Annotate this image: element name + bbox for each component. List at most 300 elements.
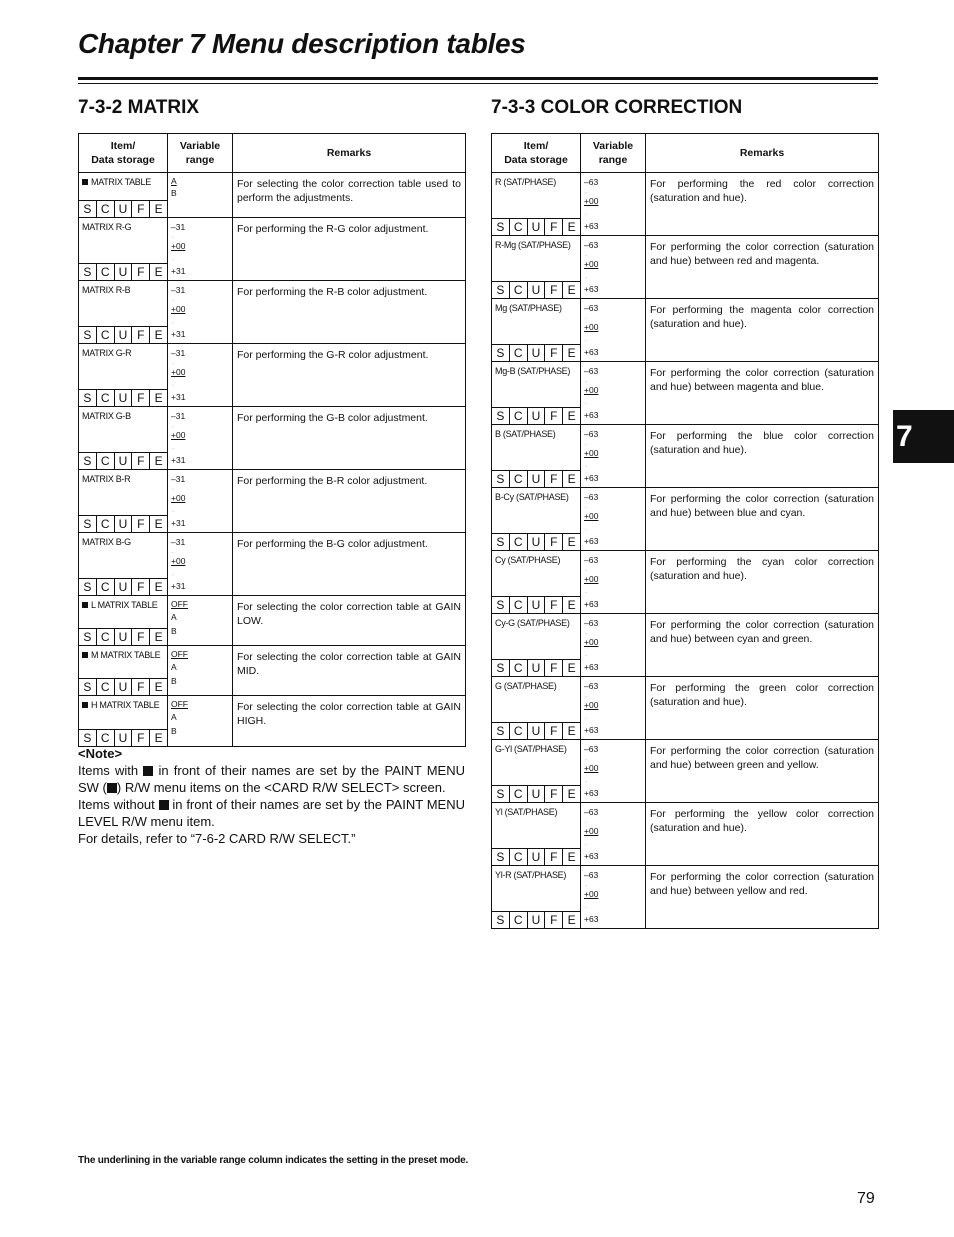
storage-flag: F [132, 453, 150, 469]
table-row [79, 281, 466, 344]
range-ellipsis-dot: · [585, 757, 587, 763]
remarks-cell [646, 236, 879, 299]
range-ellipsis-dot: · [585, 883, 587, 889]
table-row [79, 470, 466, 533]
storage-flag: U [528, 723, 546, 739]
storage-flag: C [510, 849, 528, 865]
remarks-text: For performing the G-R color adjustment. [237, 349, 429, 361]
range-ellipsis-dot: · [585, 464, 587, 470]
data-storage-flags [492, 722, 580, 739]
storage-flag: C [97, 579, 115, 595]
range-value: –31 [171, 348, 186, 358]
storage-flag: U [115, 453, 133, 469]
matrix-table-body [79, 173, 466, 747]
storage-flag: U [115, 629, 133, 645]
item-cell [492, 614, 581, 677]
range-cell [581, 362, 646, 425]
range-value: +63 [584, 788, 599, 798]
storage-flag: C [510, 219, 528, 235]
range-value: +00 [584, 448, 599, 458]
remarks-cell [646, 488, 879, 551]
range-value: –63 [584, 618, 599, 628]
note-paragraph-3: For details, refer to “7-6-2 CARD R/W SELECT.” [78, 831, 356, 846]
storage-flag: F [132, 679, 150, 695]
range-cell [168, 218, 233, 281]
range-ellipsis-dot: · [172, 257, 174, 263]
remarks-cell [233, 281, 466, 344]
range-value: A [171, 612, 177, 622]
range-ellipsis-dot: · [585, 253, 587, 259]
storage-flag: C [97, 516, 115, 532]
black-square-icon [159, 800, 169, 810]
range-value: OFF [171, 649, 188, 659]
range-value: +00 [171, 367, 186, 377]
storage-flag: S [79, 679, 97, 695]
section-title-color-correction: 7-3-3 COLOR CORRECTION [491, 97, 743, 118]
range-value: +00 [584, 889, 599, 899]
range-ellipsis-dot: · [585, 568, 587, 574]
storage-flag: S [492, 345, 510, 361]
range-value: +00 [171, 241, 186, 251]
section-title-matrix: 7-3-2 MATRIX [78, 97, 200, 118]
storage-flag: U [528, 597, 546, 613]
footnote: The underlining in the variable range column indicates the setting in the preset mode. [78, 1155, 469, 1166]
storage-flag: C [510, 534, 528, 550]
storage-flag: C [97, 201, 115, 217]
storage-flag: U [115, 201, 133, 217]
remarks-text: For performing the color correction (saturation and hue) between red and magenta. [650, 241, 874, 268]
range-cell [168, 696, 233, 747]
data-storage-flags [79, 326, 167, 343]
data-storage-flags [492, 470, 580, 487]
range-value: +63 [584, 347, 599, 357]
table-row [492, 173, 879, 236]
table-row [492, 236, 879, 299]
range-value: +63 [584, 662, 599, 672]
range-value: +63 [584, 599, 599, 609]
range-value: +00 [171, 304, 186, 314]
remarks-text: For performing the yellow color correction (saturation and hue). [650, 808, 874, 835]
item-name: Mg (SAT/PHASE) [495, 303, 562, 313]
remarks-text: For performing the color correction (saturation and hue) between green and yellow. [650, 745, 874, 772]
storage-flag: S [492, 408, 510, 424]
data-storage-flags [492, 785, 580, 802]
remarks-text: For performing the R-B color adjustment. [237, 286, 428, 298]
remarks-cell [233, 646, 466, 696]
remarks-cell [233, 173, 466, 218]
range-value: +31 [171, 581, 186, 591]
range-value: +63 [584, 851, 599, 861]
remarks-cell [233, 218, 466, 281]
remarks-text: For performing the magenta color correction (saturation and hue). [650, 304, 874, 331]
table-row [492, 425, 879, 488]
storage-flag: E [567, 283, 576, 297]
storage-flag: C [97, 327, 115, 343]
header-rule-thick [78, 77, 878, 80]
range-value: +63 [584, 914, 599, 924]
storage-flag: E [567, 220, 576, 234]
item-cell [79, 696, 168, 747]
item-cell [492, 803, 581, 866]
storage-flag: U [528, 849, 546, 865]
range-ellipsis-dot: · [585, 190, 587, 196]
range-value: OFF [171, 599, 188, 609]
storage-flag: C [510, 912, 528, 928]
header-range: Variable range [168, 134, 233, 173]
storage-flag: U [528, 471, 546, 487]
storage-flag: F [545, 219, 563, 235]
range-value: +63 [584, 410, 599, 420]
range-value: B [171, 188, 177, 198]
range-value: B [171, 676, 177, 686]
range-value: +00 [584, 826, 599, 836]
storage-flag: C [510, 282, 528, 298]
remarks-cell [646, 740, 879, 803]
item-cell [492, 173, 581, 236]
storage-flag: U [528, 660, 546, 676]
range-ellipsis-dot: · [172, 383, 174, 389]
remarks-cell [233, 533, 466, 596]
range-value: +00 [584, 511, 599, 521]
range-cell [581, 551, 646, 614]
storage-flag: S [492, 912, 510, 928]
range-cell [581, 236, 646, 299]
data-storage-flags [79, 389, 167, 406]
range-ellipsis-dot: · [172, 509, 174, 515]
range-ellipsis-dot: · [585, 820, 587, 826]
remarks-cell [646, 614, 879, 677]
table-row [492, 488, 879, 551]
table-row [79, 696, 466, 747]
range-value: +00 [584, 322, 599, 332]
storage-flag: E [567, 598, 576, 612]
item-name: MATRIX B-G [82, 537, 131, 547]
range-value: +63 [584, 284, 599, 294]
storage-flag: E [154, 517, 163, 531]
remarks-text: For performing the green color correction (saturation and hue). [650, 682, 874, 709]
storage-flag: E [154, 328, 163, 342]
range-value: +31 [171, 518, 186, 528]
range-ellipsis-dot: · [585, 653, 587, 659]
item-name: H MATRIX TABLE [79, 696, 167, 712]
remarks-cell [646, 299, 879, 362]
range-ellipsis-dot: · [585, 842, 587, 848]
color-correction-table-body [492, 173, 879, 929]
range-ellipsis-dot: · [172, 320, 174, 326]
storage-flag: S [492, 597, 510, 613]
storage-flag: E [154, 202, 163, 216]
storage-flag: U [115, 516, 133, 532]
range-value: +00 [584, 763, 599, 773]
range-value: –31 [171, 474, 186, 484]
storage-flag: F [545, 471, 563, 487]
storage-flag: U [115, 579, 133, 595]
header-item: Item/ Data storage [79, 134, 168, 173]
remarks-cell [646, 677, 879, 740]
table-row [79, 407, 466, 470]
remarks-cell [233, 596, 466, 646]
storage-flag: F [132, 579, 150, 595]
remarks-text: For performing the color correction (saturation and hue) between magenta and blue. [650, 367, 874, 394]
storage-flag: C [510, 408, 528, 424]
table-row [79, 344, 466, 407]
range-cell [168, 596, 233, 646]
range-value: –31 [171, 222, 186, 232]
range-ellipsis-dot: · [585, 442, 587, 448]
item-name: Yl-R (SAT/PHASE) [495, 870, 567, 880]
remarks-text: For performing the R-G color adjustment. [237, 223, 429, 235]
remarks-text: For performing the G-B color adjustment. [237, 412, 428, 424]
range-value: +00 [584, 700, 599, 710]
range-ellipsis-dot: · [585, 316, 587, 322]
storage-flag: S [79, 629, 97, 645]
range-cell [168, 533, 233, 596]
storage-flag: C [510, 660, 528, 676]
remarks-text: For performing the color correction (saturation and hue) between blue and cyan. [650, 493, 874, 520]
data-storage-flags [79, 452, 167, 469]
remarks-cell [646, 362, 879, 425]
range-ellipsis-dot: · [585, 527, 587, 533]
range-ellipsis-dot: · [585, 694, 587, 700]
storage-flag: S [492, 849, 510, 865]
storage-flag: F [545, 408, 563, 424]
range-value: –63 [584, 177, 599, 187]
item-cell [79, 407, 168, 470]
remarks-cell [646, 866, 879, 929]
range-value: B [171, 726, 177, 736]
data-storage-flags [79, 729, 167, 746]
range-cell [581, 677, 646, 740]
storage-flag: C [510, 786, 528, 802]
range-value: +00 [584, 196, 599, 206]
range-ellipsis-dot: · [172, 298, 174, 304]
range-cell [168, 173, 233, 218]
table-row [492, 866, 879, 929]
table-row [79, 646, 466, 696]
range-value: –63 [584, 492, 599, 502]
range-value: +00 [584, 259, 599, 269]
table-row [79, 218, 466, 281]
table-header-row [492, 134, 879, 173]
remarks-text: For selecting the color correction table at GAIN MID. [237, 651, 461, 678]
range-cell [168, 407, 233, 470]
table-row [79, 596, 466, 646]
table-row [79, 173, 466, 218]
range-cell [168, 646, 233, 696]
item-name: MATRIX R-G [82, 222, 132, 232]
range-value: –63 [584, 303, 599, 313]
storage-flag: S [79, 264, 97, 280]
black-square-icon [82, 602, 88, 608]
storage-flag: C [97, 629, 115, 645]
item-cell [492, 866, 581, 929]
range-value: –63 [584, 681, 599, 691]
remarks-text: For performing the color correction (saturation and hue) between cyan and green. [650, 619, 874, 646]
item-cell [79, 218, 168, 281]
range-value: +63 [584, 221, 599, 231]
storage-flag: S [79, 453, 97, 469]
remarks-cell [233, 470, 466, 533]
black-square-icon [82, 179, 88, 185]
remarks-text: For performing the cyan color correction (saturation and hue). [650, 556, 874, 583]
range-cell [581, 614, 646, 677]
range-value: +63 [584, 725, 599, 735]
range-ellipsis-dot: · [585, 631, 587, 637]
table-row [492, 362, 879, 425]
storage-flag: U [528, 912, 546, 928]
storage-flag: S [492, 219, 510, 235]
range-cell [581, 425, 646, 488]
range-value: –63 [584, 744, 599, 754]
remarks-text: For selecting the color correction table at GAIN HIGH. [237, 701, 461, 728]
data-storage-flags [492, 344, 580, 361]
range-cell [168, 281, 233, 344]
storage-flag: C [510, 597, 528, 613]
range-value: A [171, 662, 177, 672]
storage-flag: F [132, 390, 150, 406]
item-name: Cy (SAT/PHASE) [495, 555, 561, 565]
range-ellipsis-dot: · [585, 401, 587, 407]
item-name: B-Cy (SAT/PHASE) [495, 492, 569, 502]
table-row [492, 614, 879, 677]
storage-flag: F [545, 282, 563, 298]
item-name: MATRIX G-B [82, 411, 131, 421]
item-name: G-Yl (SAT/PHASE) [495, 744, 567, 754]
range-ellipsis-dot: · [585, 779, 587, 785]
range-value: –63 [584, 366, 599, 376]
data-storage-flags [492, 848, 580, 865]
storage-flag: U [528, 282, 546, 298]
range-ellipsis-dot: · [172, 424, 174, 430]
item-name: M MATRIX TABLE [79, 646, 167, 662]
storage-flag: U [528, 408, 546, 424]
storage-flag: C [510, 723, 528, 739]
item-cell [492, 488, 581, 551]
remarks-cell [233, 344, 466, 407]
remarks-text: For performing the red color correction (saturation and hue). [650, 178, 874, 205]
storage-flag: F [132, 730, 150, 746]
range-value: +31 [171, 329, 186, 339]
range-value: +31 [171, 266, 186, 276]
matrix-table [78, 133, 466, 747]
data-storage-flags [492, 659, 580, 676]
storage-flag: U [528, 219, 546, 235]
item-cell [79, 533, 168, 596]
storage-flag: U [115, 730, 133, 746]
range-value: –63 [584, 240, 599, 250]
storage-flag: U [528, 345, 546, 361]
storage-flag: S [492, 471, 510, 487]
item-name: R-Mg (SAT/PHASE) [495, 240, 571, 250]
range-ellipsis-dot: · [585, 716, 587, 722]
item-name: L MATRIX TABLE [79, 596, 167, 612]
storage-flag: S [492, 534, 510, 550]
range-ellipsis-dot: · [585, 212, 587, 218]
storage-flag: E [567, 472, 576, 486]
chapter-title: Chapter 7 Menu description tables [78, 28, 526, 59]
range-cell [581, 803, 646, 866]
range-cell [168, 344, 233, 407]
range-ellipsis-dot: · [172, 446, 174, 452]
black-square-icon [107, 783, 117, 793]
table-row [492, 551, 879, 614]
storage-flag: F [545, 534, 563, 550]
data-storage-flags [79, 200, 167, 217]
storage-flag: U [115, 679, 133, 695]
range-value: –31 [171, 537, 186, 547]
table-header-row [79, 134, 466, 173]
header-rule-thin [78, 83, 878, 84]
range-value: –63 [584, 807, 599, 817]
range-value: +63 [584, 536, 599, 546]
table-row [492, 803, 879, 866]
storage-flag: S [79, 201, 97, 217]
storage-flag: C [97, 679, 115, 695]
storage-flag: S [79, 579, 97, 595]
item-name: G (SAT/PHASE) [495, 681, 557, 691]
black-square-icon [143, 766, 153, 776]
item-cell [492, 236, 581, 299]
note-title: <Note> [78, 746, 123, 761]
remarks-text: For performing the B-G color adjustment. [237, 538, 428, 550]
item-name: MATRIX B-R [82, 474, 131, 484]
range-ellipsis-dot: · [172, 235, 174, 241]
storage-flag: S [79, 390, 97, 406]
color-correction-table [491, 133, 879, 929]
range-cell [581, 299, 646, 362]
storage-flag: S [492, 786, 510, 802]
range-cell [168, 470, 233, 533]
storage-flag: E [567, 661, 576, 675]
item-cell [492, 425, 581, 488]
item-name: MATRIX TABLE [79, 173, 167, 189]
remarks-cell [646, 551, 879, 614]
storage-flag: F [545, 345, 563, 361]
storage-flag: E [567, 913, 576, 927]
range-ellipsis-dot: · [172, 550, 174, 556]
item-name: MATRIX R-B [82, 285, 131, 295]
storage-flag: C [510, 471, 528, 487]
note-paragraph-2: Items without in front of their names are set by the PAINT MENU LEVEL R/W menu item. [78, 797, 465, 829]
item-cell [79, 596, 168, 646]
data-storage-flags [492, 218, 580, 235]
remarks-cell [233, 407, 466, 470]
storage-flag: S [79, 516, 97, 532]
header-range: Variable range [581, 134, 646, 173]
storage-flag: C [510, 345, 528, 361]
range-ellipsis-dot: · [585, 505, 587, 511]
storage-flag: E [154, 391, 163, 405]
storage-flag: F [545, 723, 563, 739]
data-storage-flags [492, 596, 580, 613]
black-square-icon [82, 702, 88, 708]
range-value: A [171, 176, 177, 186]
storage-flag: C [97, 264, 115, 280]
item-cell [79, 344, 168, 407]
item-cell [79, 646, 168, 696]
page-number: 79 [857, 1190, 875, 1207]
range-ellipsis-dot: · [585, 590, 587, 596]
data-storage-flags [492, 281, 580, 298]
storage-flag: E [567, 724, 576, 738]
data-storage-flags [492, 911, 580, 928]
storage-flag: E [567, 787, 576, 801]
storage-flag: E [154, 454, 163, 468]
remarks-text: For performing the blue color correction (saturation and hue). [650, 430, 874, 457]
range-cell [581, 488, 646, 551]
range-value: +00 [171, 493, 186, 503]
note-paragraph-1: Items with in front of their names are set by the PAINT MENU SW ( ) R/W menu items on the <CARD R/W SELECT> screen. [78, 763, 465, 795]
